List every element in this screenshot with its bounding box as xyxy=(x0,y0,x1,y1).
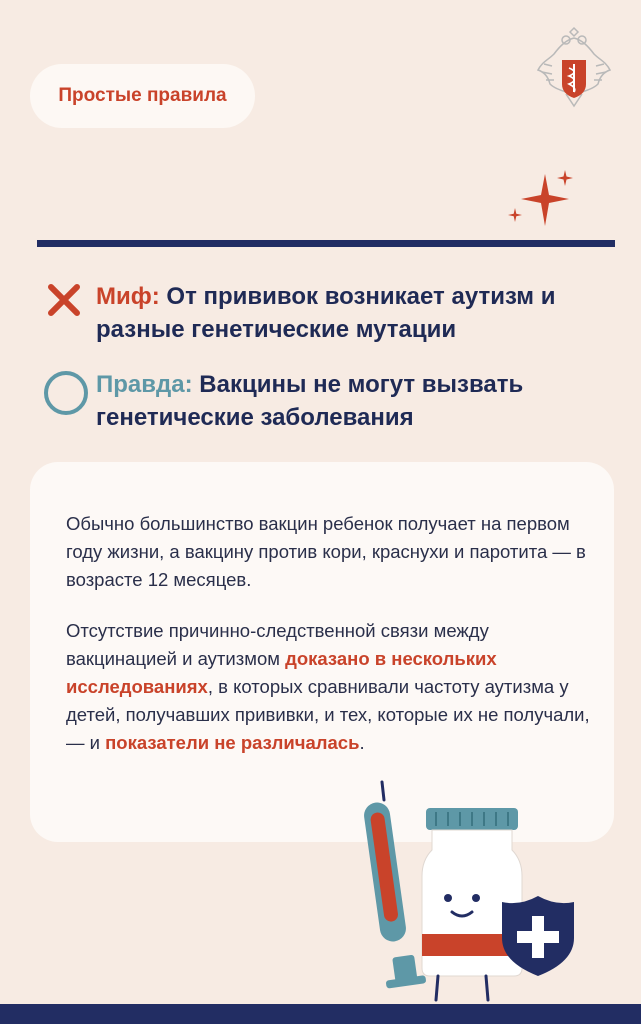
p2-text-c: . xyxy=(359,732,365,753)
info-paragraph-2 xyxy=(66,617,596,757)
vaccine-mascot-illustration xyxy=(360,778,590,1006)
cross-icon xyxy=(46,282,82,318)
truth-text: Вакцины не могут вызвать генетические заболевания xyxy=(96,371,524,431)
myth-statement xyxy=(96,280,596,346)
myth-text: От прививок возникает аутизм и разные генетические мутации xyxy=(96,283,556,343)
p2-highlight-research: доказано в нескольких исследованиях xyxy=(66,648,497,697)
info-paragraph-1: Обычно большинство вакцин ребенок получает на первом году жизни, а вакцину против кори, краснухи и паротита — в возрасте 12 месяцев. xyxy=(66,513,586,590)
p2-text-a: Отсутствие причинно-следственной связи между вакцинацией и аутизмом xyxy=(66,620,489,669)
section-divider xyxy=(37,240,615,247)
syringe-icon xyxy=(362,782,426,989)
circle-icon xyxy=(44,371,88,415)
topic-tag-label: Простые правила xyxy=(58,85,227,106)
bottom-bar xyxy=(0,1004,641,1024)
p2-highlight-result: показатели не различалась xyxy=(105,732,360,753)
ministry-emblem-icon xyxy=(532,26,616,110)
p2-text-b: , в которых сравнивали частоту аутизма у детей, получавших прививки, и тех, которые их не получали, — и xyxy=(66,676,590,753)
sparkles-icon xyxy=(505,168,585,234)
myth-label: Миф: xyxy=(96,283,160,310)
topic-tag xyxy=(30,64,255,128)
truth-statement xyxy=(96,368,596,434)
truth-label: Правда: xyxy=(96,371,193,398)
